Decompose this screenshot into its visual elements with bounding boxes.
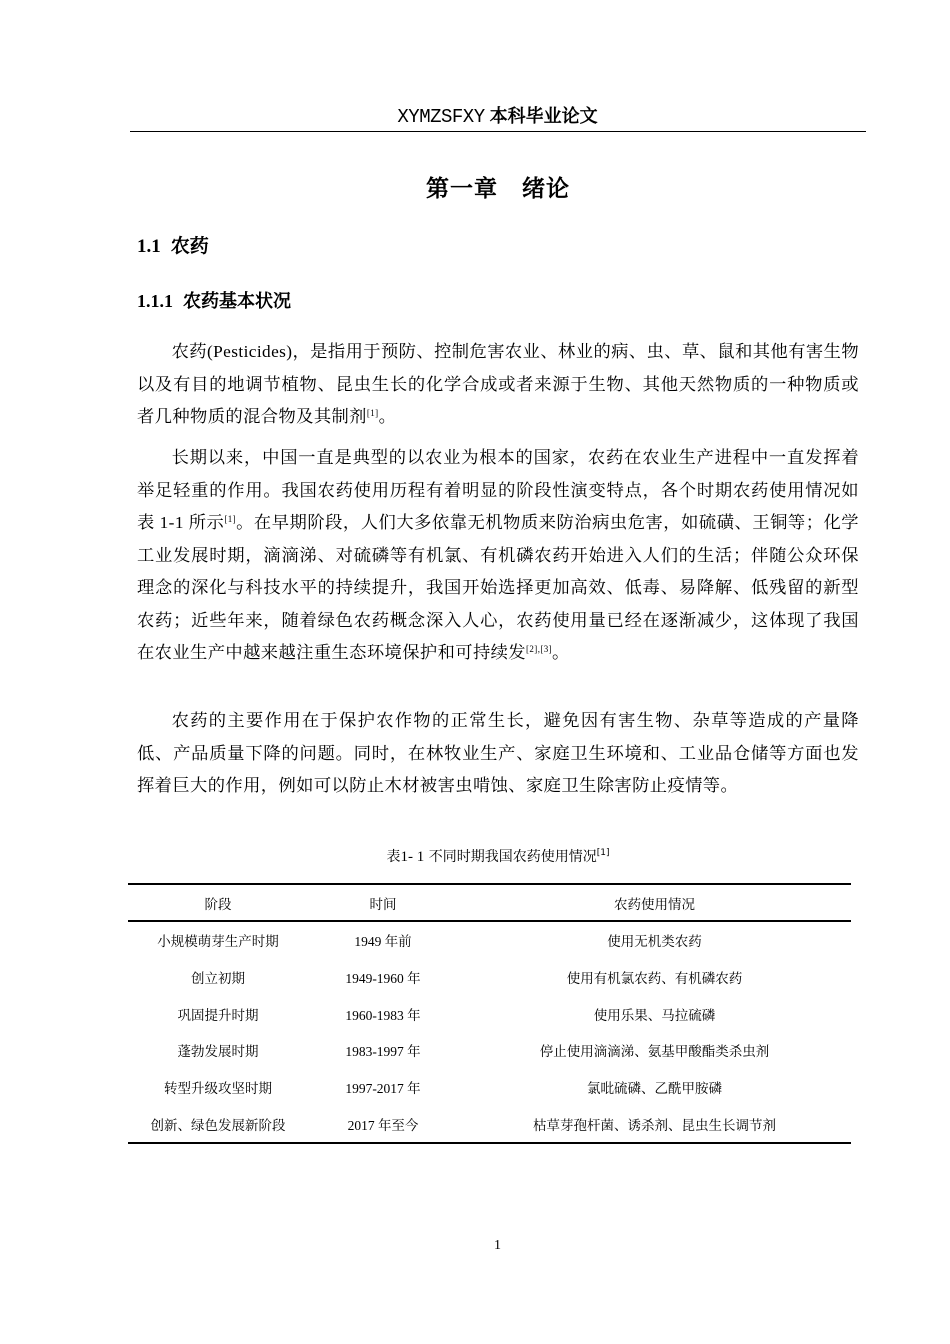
header-rule bbox=[130, 131, 866, 132]
column-header-period: 时间 bbox=[369, 896, 397, 912]
citation: [1] bbox=[596, 848, 610, 858]
paragraph-end: 。 bbox=[378, 407, 397, 426]
section-heading bbox=[137, 231, 209, 258]
cell-usage: 枯草芽孢杆菌、诱杀剂、昆虫生长调节剂 bbox=[533, 1117, 776, 1133]
citation: [1] bbox=[366, 408, 379, 418]
subsection-number: 1.1.1 bbox=[137, 291, 173, 311]
table-header-row bbox=[128, 884, 851, 921]
paragraph-text: 长期以来，中国一直是典型的以农业为根本的国家，农药在农业生产进程中一直发挥着举足轻重的作用。我国农药使用历程有着明显的阶段性演变特点，各个时期农药使用情况如表 1-1 所示 bbox=[137, 448, 859, 532]
table-row bbox=[128, 1105, 851, 1143]
table-row bbox=[128, 921, 851, 959]
paragraph-text: 农药(Pesticides)，是指用于预防、控制危害农业、林业的病、虫、草、鼠和其他有害生物以及有目的地调节植物、昆虫生长的化学合成或者来源于生物、其他天然物质的一种物质或者几种物质的混合物及其制剂 bbox=[137, 342, 859, 426]
section-number: 1.1 bbox=[137, 236, 161, 257]
cell-period: 1949 年前 bbox=[354, 934, 412, 950]
citation: [1] bbox=[224, 514, 237, 524]
cell-usage: 使用乐果、马拉硫磷 bbox=[593, 1007, 716, 1023]
cell-stage: 转型升级攻坚时期 bbox=[164, 1081, 272, 1097]
cell-usage: 停止使用滴滴涕、氨基甲酸酯类杀虫剂 bbox=[539, 1044, 770, 1060]
caption-prefix: 表 bbox=[386, 849, 401, 865]
caption-number: 1- 1 bbox=[400, 849, 425, 865]
header-school-code: XYMZSFXY bbox=[397, 106, 485, 128]
caption-title: 不同时期我国农药使用情况 bbox=[428, 849, 597, 865]
cell-usage: 氯吡硫磷、乙酰甲胺磷 bbox=[587, 1081, 722, 1097]
running-header bbox=[130, 103, 865, 130]
paragraph-text: 。在早期阶段，人们大多依靠无机物质来防治病虫危害，如硫磺、王铜等；化学工业发展时期，滴滴涕、对硫磷等有机氯、有机磷农药开始进入人们的生活；伴随公众环保理念的深化与科技水平的持续提升，我国开始选择更加高效、低毒、易降解、低残留的新型农药；近些年来，随着绿色农药概念深入人心，农药使用量已经在逐渐减少，这体现了我国在农业生产中越来越注重生态环境保护和可持续发 bbox=[137, 513, 859, 662]
paragraph-function bbox=[137, 705, 859, 803]
column-header-usage: 农药使用情况 bbox=[614, 896, 695, 912]
table-caption bbox=[130, 846, 866, 866]
paragraph-definition bbox=[137, 336, 859, 434]
cell-stage: 小规模萌芽生产时期 bbox=[157, 934, 279, 950]
chapter-number: 第一章 bbox=[426, 176, 498, 202]
cell-period: 1997-2017 年 bbox=[345, 1081, 421, 1097]
cell-period: 2017 年至今 bbox=[347, 1117, 419, 1133]
cell-usage: 使用无机类农药 bbox=[607, 934, 702, 950]
header-thesis-type: 本科毕业论文 bbox=[489, 106, 598, 127]
cell-usage: 使用有机氯农药、有机磷农药 bbox=[566, 971, 743, 987]
table-row bbox=[128, 1069, 851, 1106]
cell-stage: 创新、绿色发展新阶段 bbox=[150, 1117, 286, 1133]
chapter-title bbox=[130, 170, 866, 203]
column-header-stage: 阶段 bbox=[204, 896, 232, 912]
table-row bbox=[128, 959, 851, 996]
paragraph-text: 农药的主要作用在于保护农作物的正常生长，避免因有害生物、杂草等造成的产量降低、产品质量下降的问题。同时，在林牧业生产、家庭卫生环境和、工业品仓储等方面也发挥着巨大的作用，例如可以防止木材被害虫啃蚀、家庭卫生除害防止疫情等。 bbox=[137, 711, 859, 795]
cell-stage: 蓬勃发展时期 bbox=[177, 1044, 259, 1060]
cell-stage: 巩固提升时期 bbox=[177, 1007, 259, 1023]
table-row bbox=[128, 1032, 851, 1069]
table-row bbox=[128, 995, 851, 1032]
subsection-title: 农药基本状况 bbox=[183, 291, 291, 312]
paragraph-end: 。 bbox=[552, 643, 570, 662]
chapter-name: 绪论 bbox=[522, 176, 570, 202]
paragraph-history bbox=[137, 442, 859, 670]
page-number: 1 bbox=[494, 1238, 501, 1253]
pesticide-usage-table bbox=[128, 883, 851, 1144]
section-title: 农药 bbox=[170, 235, 209, 257]
citation: [2],[3] bbox=[526, 644, 553, 654]
cell-period: 1960-1983 年 bbox=[345, 1007, 421, 1023]
cell-period: 1983-1997 年 bbox=[345, 1044, 421, 1060]
subsection-heading bbox=[137, 287, 291, 313]
cell-period: 1949-1960 年 bbox=[345, 971, 421, 987]
cell-stage: 创立初期 bbox=[191, 971, 245, 987]
